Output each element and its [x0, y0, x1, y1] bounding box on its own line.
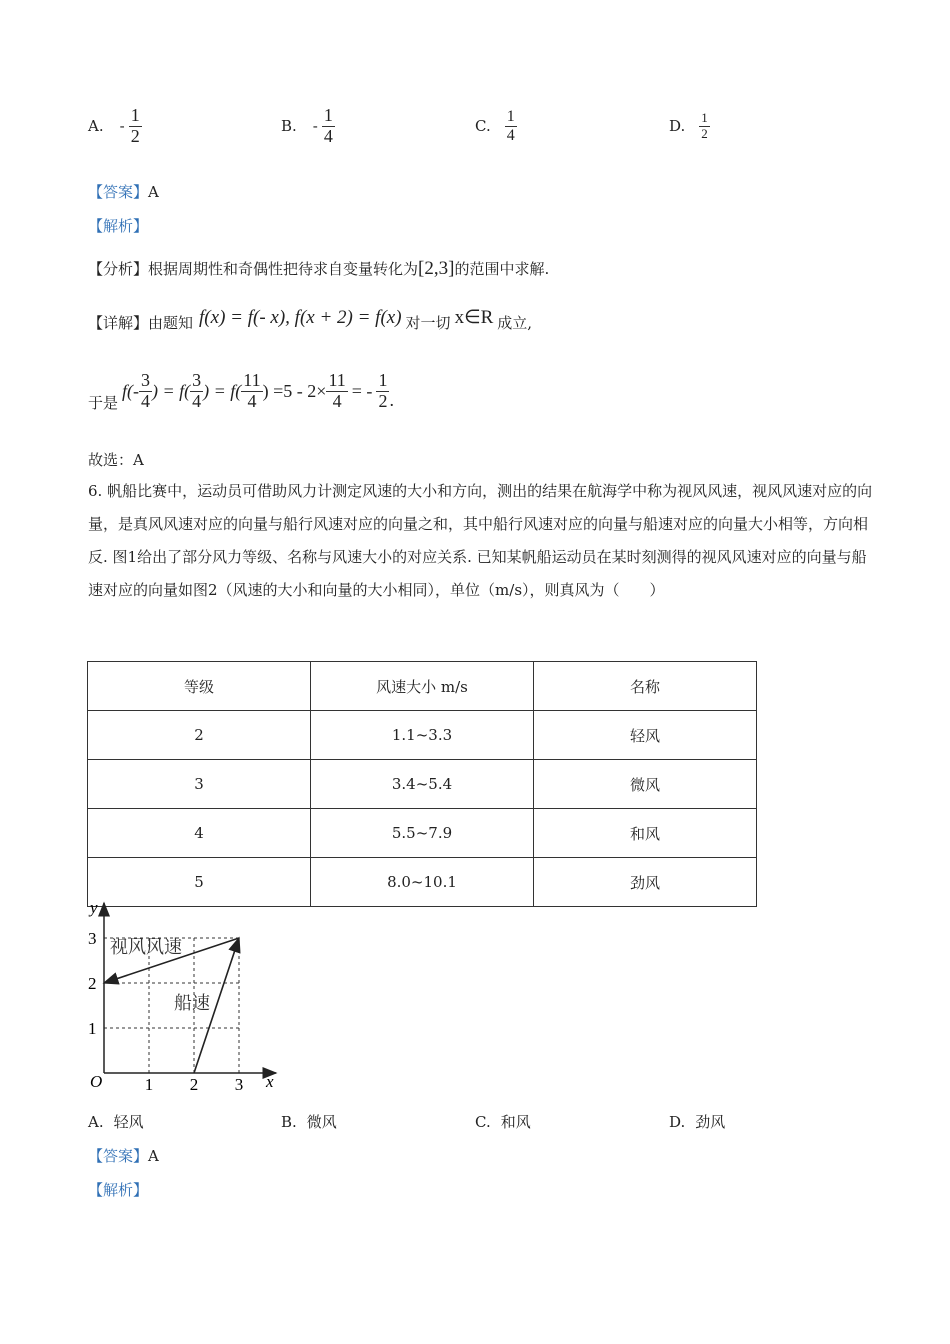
- q6-option-b-text: 微风: [306, 1113, 337, 1131]
- q5-calc-p6: .: [389, 389, 394, 410]
- q6-option-a-text: 轻风: [113, 1113, 144, 1131]
- q5-option-c: [475, 100, 517, 152]
- q6-option-d-letter: D.: [669, 1113, 686, 1131]
- q5-xiangjie-text-1: 由题知: [148, 314, 194, 332]
- q6-option-a: [88, 1111, 144, 1132]
- q5-xiangjie-tag: 【详解】: [88, 314, 149, 332]
- q5-option-d-num: 1: [701, 110, 708, 126]
- table-cell: 劲风: [534, 858, 757, 907]
- q6-answer-value: A: [148, 1147, 159, 1165]
- q5-xiangjie-text-2: 对一切: [405, 314, 451, 332]
- q5-calc-frac-3: [241, 371, 262, 412]
- y-tick-label: 1: [88, 1019, 97, 1038]
- q5-option-c-letter: C.: [475, 117, 491, 135]
- q5-calc-frac-4-num: 11: [328, 369, 346, 390]
- wind-level-table: [87, 661, 757, 907]
- q5-calc-frac-3-num: 11: [243, 369, 261, 390]
- q5-calc-p5: = -: [351, 380, 373, 401]
- q5-option-d-fraction: [699, 111, 710, 141]
- q6-option-a-letter: A.: [88, 1113, 104, 1131]
- q5-answer-value: A: [148, 183, 159, 201]
- q6-option-c-letter: C.: [475, 1113, 491, 1131]
- table-row: [88, 711, 757, 760]
- q6-answer: [88, 1145, 159, 1166]
- q5-option-b-letter: B.: [281, 117, 297, 135]
- q5-answer: [88, 181, 159, 202]
- table-cell: 1.1~3.3: [311, 711, 534, 760]
- q5-calc-p4: ) =5 - 2×: [262, 380, 327, 401]
- q6-answer-tag: 【答案】: [88, 1147, 149, 1165]
- q5-option-b-num: 1: [323, 104, 333, 125]
- table-header-cell: 风速大小 m/s: [311, 662, 534, 711]
- q5-option-a-fraction: [129, 106, 142, 147]
- table-cell: 5.5~7.9: [311, 809, 534, 858]
- table-cell: 3.4~5.4: [311, 760, 534, 809]
- q5-option-c-num: 1: [506, 107, 515, 125]
- q5-option-a: [88, 100, 142, 152]
- q5-option-d: [669, 100, 710, 152]
- table-cell: 4: [88, 809, 311, 858]
- y-axis-label: y: [90, 898, 98, 917]
- x-tick-label: 2: [189, 1075, 199, 1094]
- q5-option-c-den: 4: [506, 126, 515, 144]
- q5-fenxi-tag: 【分析】: [88, 260, 149, 278]
- q5-calc-p2: ) = f(: [152, 380, 191, 401]
- q5-calc-frac-2-num: 3: [192, 369, 202, 390]
- q6-option-b-letter: B.: [281, 1113, 297, 1131]
- q5-option-b-den: 4: [323, 125, 333, 146]
- q6-option-c-text: 和风: [500, 1113, 531, 1131]
- q5-calc-frac-2: [190, 371, 203, 412]
- table-cell: 8.0~10.1: [311, 858, 534, 907]
- q5-calc-frac-5-num: 1: [378, 369, 388, 390]
- q5-calc-frac-2-den: 4: [192, 390, 202, 411]
- q5-analysis-tag: 【解析】: [88, 217, 149, 235]
- x-tick-label: 3: [234, 1075, 244, 1094]
- table-header-cell: 名称: [534, 662, 757, 711]
- shifeng-label: 视风风速: [110, 937, 182, 957]
- chuansu-label: 船速: [174, 993, 210, 1013]
- q5-option-b: [281, 100, 335, 152]
- q5-option-a-letter: A.: [88, 117, 104, 135]
- q5-option-a-sign: -: [119, 117, 125, 135]
- q5-fenxi-interval: [2,3]: [418, 258, 455, 279]
- q6-option-d-text: 劲风: [695, 1113, 726, 1131]
- q6-option-c: [475, 1111, 531, 1132]
- q5-calc-frac-4-den: 4: [332, 390, 342, 411]
- q6-option-b: [281, 1111, 337, 1132]
- q5-answer-tag: 【答案】: [88, 183, 149, 201]
- q5-option-a-num: 1: [130, 104, 140, 125]
- table-cell: 和风: [534, 809, 757, 858]
- q5-fenxi-text-2: 的范围中求解.: [454, 260, 550, 278]
- table-row: [88, 760, 757, 809]
- table-row: [88, 809, 757, 858]
- q5-option-c-fraction: [505, 108, 517, 144]
- q5-yushi-text: 于是: [88, 393, 119, 412]
- q5-option-a-den: 2: [130, 125, 140, 146]
- q6-option-d: [669, 1111, 725, 1132]
- q5-fenxi-text-1: 根据周期性和奇偶性把待求自变量转化为: [148, 260, 419, 278]
- table-header-cell: 等级: [88, 662, 311, 711]
- q5-xiangjie-cond: x∈R: [454, 307, 494, 328]
- q5-xiangjie-text-3: 成立,: [497, 314, 533, 332]
- q5-calc-frac-1-den: 4: [141, 390, 151, 411]
- q5-guxuan: 故选：A: [88, 451, 144, 469]
- q5-calc-frac-5: [376, 371, 389, 412]
- q5-fenxi: [88, 258, 549, 280]
- q5-calc-p3: ) = f(: [203, 380, 242, 401]
- table-cell: 2: [88, 711, 311, 760]
- q5-calc-frac-5-den: 2: [378, 390, 388, 411]
- vector-graph: [80, 897, 290, 1097]
- q5-calc-frac-1: [139, 371, 152, 412]
- q5-calc-frac-3-den: 4: [247, 390, 257, 411]
- x-axis-label: x: [266, 1072, 274, 1091]
- q5-option-d-letter: D.: [669, 117, 686, 135]
- q6-stem: 6. 帆船比赛中，运动员可借助风力计测定风速的大小和方向，测出的结果在航海学中称为视风风速，视风风速对应的向量，是真风风速对应的向量与船行风速对应的向量之和，其中船行风速对应的向量与船速对应的向量大小相等，方向相反. 图1给出了部分风力等级、名称与风速大小的对应关系. 已知某帆船运动员在某时刻测得的视风风速对应的向量与船速对应的向量如图2（风速的大小和向量的大小相同），单位（m/s），则真风为（ ）: [88, 482, 873, 599]
- q5-calc-p1: f(-: [122, 380, 140, 401]
- q6-analysis-tag: 【解析】: [88, 1181, 149, 1199]
- y-tick-label: 2: [88, 974, 97, 993]
- q5-xiangjie-formula: f(x) = f(- x), f(x + 2) = f(x): [199, 307, 402, 328]
- q5-calc-frac-4: [326, 371, 347, 412]
- q5-calc-frac-1-num: 3: [141, 369, 151, 390]
- q5-option-b-fraction: [322, 106, 335, 147]
- table-header-row: [88, 662, 757, 711]
- table-cell: 5: [88, 858, 311, 907]
- table-cell: 微风: [534, 760, 757, 809]
- table-cell: 3: [88, 760, 311, 809]
- x-tick-label: 1: [144, 1075, 154, 1094]
- q5-calc-line: [88, 366, 394, 416]
- q5-option-d-den: 2: [701, 125, 708, 141]
- origin-label: O: [90, 1072, 103, 1091]
- q5-xiangjie: [88, 306, 532, 337]
- q5-option-b-sign: -: [312, 117, 318, 135]
- table-cell: 轻风: [534, 711, 757, 760]
- y-tick-label: 3: [88, 929, 97, 948]
